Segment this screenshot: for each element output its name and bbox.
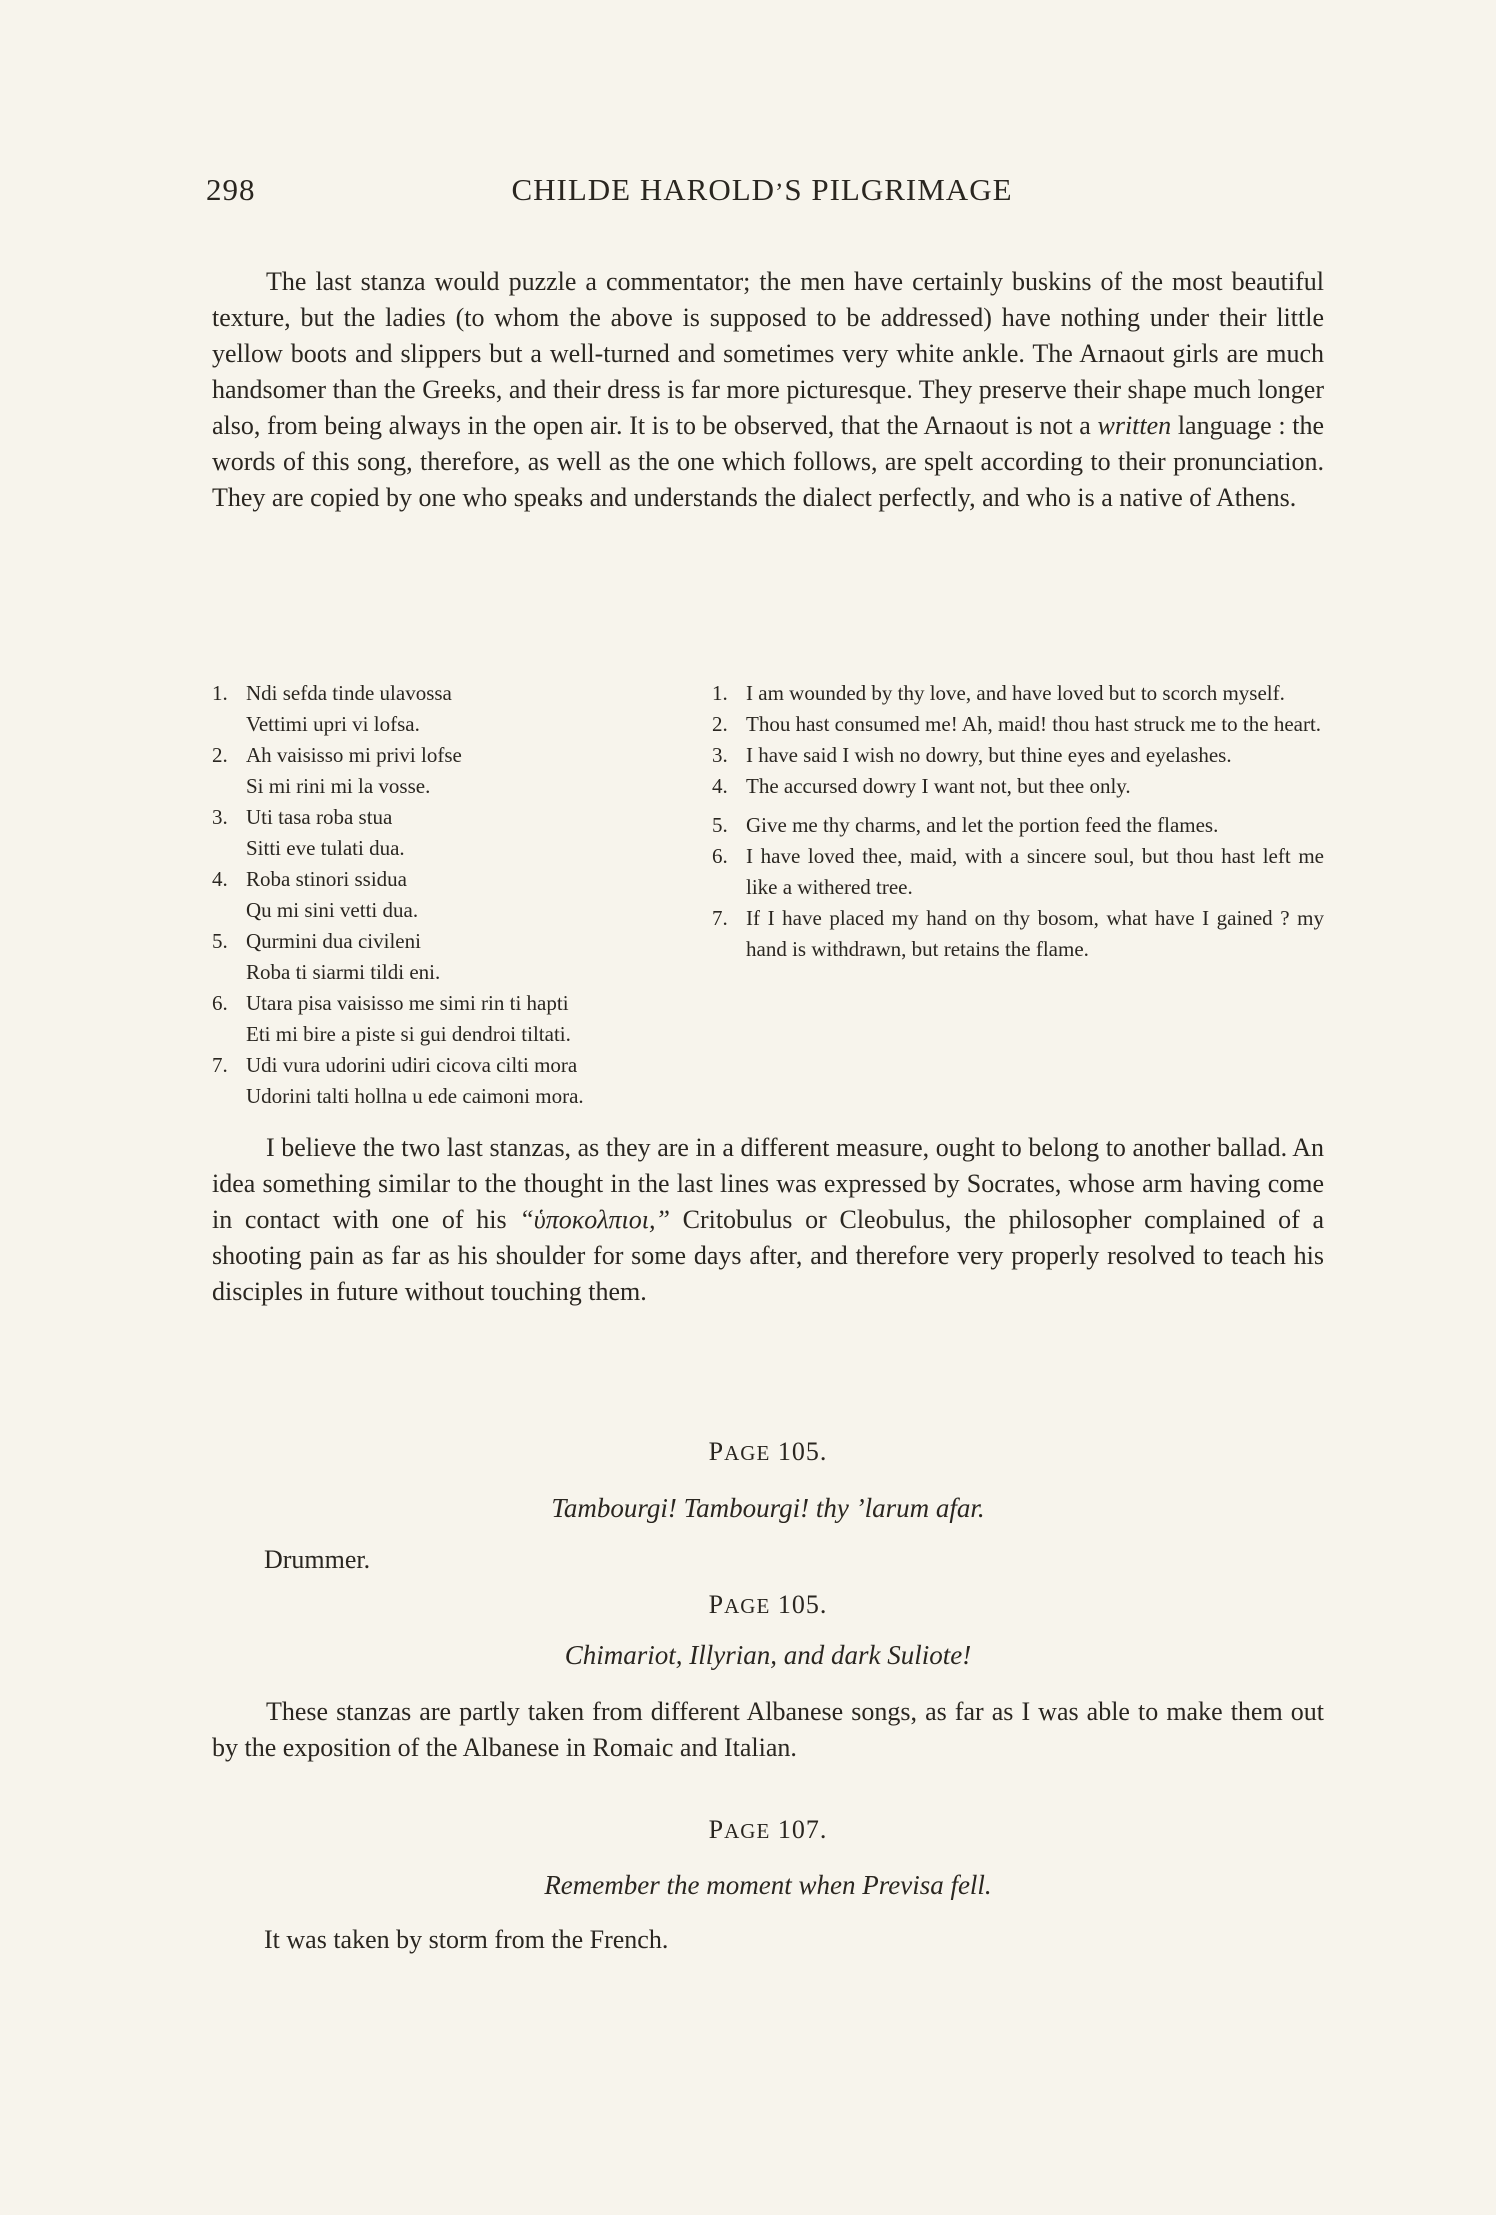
socrates-paragraph: I believe the two last stanzas, as they are in a different measure, ought to belong to another ballad. An idea something similar to the thought in the last lines was expressed by Socrates, whose arm having come in contact with one of his “ὑποκολπιοι,” Critobulus or Cleobulus, the philosopher complained of a shooting pain as far as his shoulder for some days after, and therefore very properly resolved to teach his disciples in future without touching them. (212, 1133, 1324, 1306)
commentary-paragraph: The last stanza would puzzle a commentator; the men have certainly buskins of the most beautiful texture, but the ladies (to whom the above is supposed to be addressed) have nothing under their little yellow boots and slippers but a well-turned and sometimes very white ankle. The Arnaout girls are much handsomer than the Greeks, and their dress is far more picturesque. They preserve their shape much longer also, from being always in the open air. It is to be observed, that the Arnaout is not a written language : the words of this song, therefore, as well as the one which follows, are spelt according to their pronunciation. They are copied by one who speaks and understands the dialect perfectly, and who is a native of Athens. (212, 267, 1324, 512)
emphasis-written: written (1097, 411, 1172, 440)
albanese-songs-paragraph: These stanzas are partly taken from different Albanese songs, as far as I was able to make them out by the exposition of the Albanese in Romaic and Italian. (212, 1697, 1324, 1762)
note-quote: Remember the moment when Previsa fell. (544, 1870, 992, 1900)
greek-term: “ὑποκολπιοι,” (519, 1205, 670, 1234)
english-verse: 1. I am wounded by thy love, and have loved but to scorch myself. (712, 681, 1285, 705)
english-column (712, 678, 1324, 965)
page-number: 298 (206, 172, 256, 207)
albanian-verse: 5. Qurmini dua civileni Roba ti siarmi tildi eni. (212, 929, 441, 984)
albanian-verse: 1. Ndi sefda tinde ulavossa Vettimi upri vi lofsa. (212, 681, 452, 736)
note-quote: Tambourgi! Tambourgi! thy ’larum afar. (551, 1493, 985, 1523)
english-verse: 2. Thou hast consumed me! Ah, maid! thou hast struck me to the heart. (712, 712, 1322, 736)
english-verse: 6. I have loved thee, maid, with a sincere soul, but thou hast left me like a withered tree. (712, 844, 1324, 899)
note-heading: PAGE 107. (708, 1815, 828, 1844)
note-heading: PAGE 105. (708, 1590, 828, 1619)
albanian-verse: 7. Udi vura udorini udiri cicova cilti mora Udorini talti hollna u ede caimoni mora. (212, 1053, 584, 1108)
albanian-column (212, 678, 720, 1112)
note-gloss: It was taken by storm from the French. (264, 1925, 669, 1954)
albanian-verse: 3. Uti tasa roba stua Sitti eve tulati dua. (212, 805, 405, 860)
note-gloss: Drummer. (264, 1545, 371, 1574)
english-verse: 7. If I have placed my hand on thy bosom, what have I gained ? my hand is withdrawn, but retains the flame. (712, 906, 1324, 961)
note-heading: PAGE 105. (708, 1437, 828, 1466)
albanian-verse: 4. Roba stinori ssidua Qu mi sini vetti dua. (212, 867, 419, 922)
note-quote: Chimariot, Illyrian, and dark Suliote! (564, 1640, 972, 1670)
english-verse: 5. Give me thy charms, and let the portion feed the flames. (712, 813, 1219, 837)
english-verse: 4. The accursed dowry I want not, but thee only. (712, 774, 1131, 798)
running-header (206, 172, 1318, 222)
song-translation-table (212, 678, 1324, 1148)
albanian-verse: 6. Utara pisa vaisisso me simi rin ti hapti Eti mi bire a piste si gui dendroi tiltati. (212, 991, 571, 1046)
running-title: CHILDE HAROLD’S PILGRIMAGE (511, 172, 1013, 207)
albanian-verse: 2. Ah vaisisso mi privi lofse Si mi rini mi la vosse. (212, 743, 462, 798)
english-verse: 3. I have said I wish no dowry, but thine eyes and eyelashes. (712, 743, 1232, 767)
